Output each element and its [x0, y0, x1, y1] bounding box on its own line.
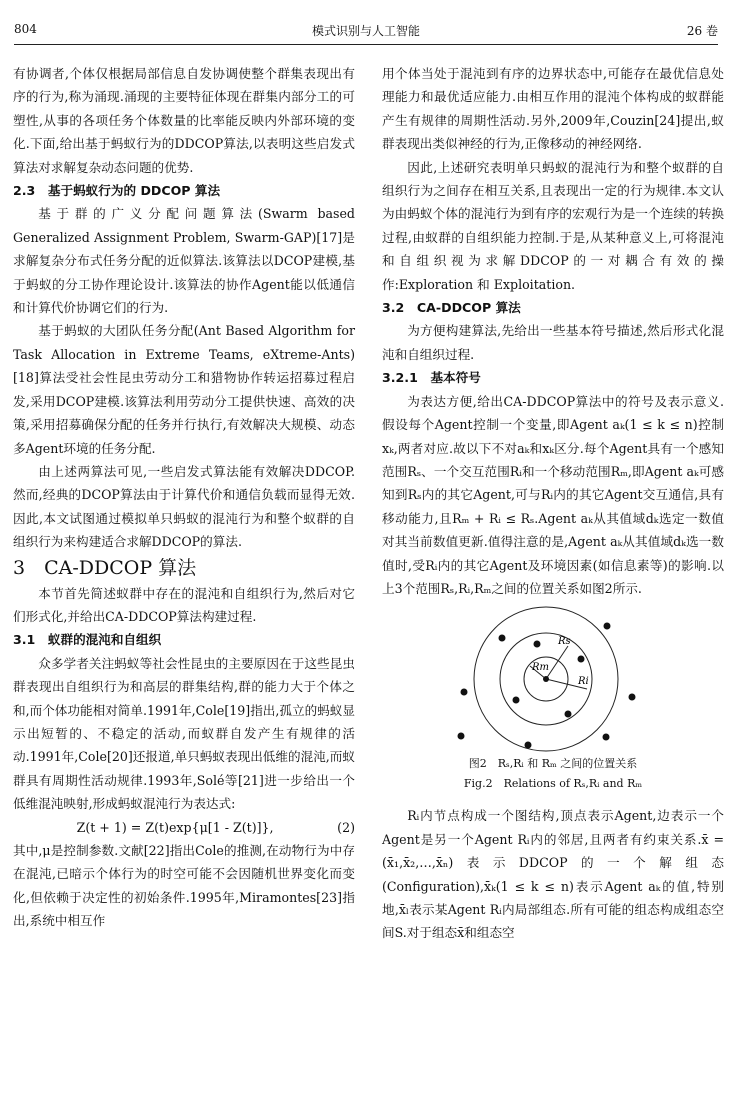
section-heading-3: 3 CA-DDCOP 算法: [13, 556, 197, 579]
rs-label: Rs: [558, 636, 571, 648]
paragraph: 基于群的广义分配问题算法(Swarm based Generalized Assignment Problem, Swarm-GAP)[17]是求解复杂分布式任务分配的近似算法.该算法以DCOP建模,基于蚂蚁的分工协作理论设计.该算法的协作Agent能以低通信和计算代价协调它们的行为.: [13, 206, 355, 316]
paragraph: 由上述两算法可见,一些启发式算法能有效解决DDCOP.然而,经典的DCOP算法由于计算代价和通信负载而显得无效.因此,本文试图通过模拟单只蚂蚁的混沌行为和整个蚁群的自组织行为来构建适合求解DDCOP的算法.: [13, 463, 355, 550]
ranges-diagram: [382, 604, 724, 754]
volume-label: 26 卷: [686, 24, 718, 38]
figure-caption-cn: 图2 Rₛ,Rᵢ 和 Rₘ 之间的位置关系: [468, 757, 638, 771]
equation-number: (2): [337, 819, 355, 835]
equation-body: Z(t + 1) = Z(t)exp{μ[1 - Z(t)]},: [76, 819, 274, 835]
equation-2: [13, 816, 355, 839]
right-column: [382, 62, 724, 945]
rs-radius-line: [546, 646, 568, 679]
agent-dot: [603, 734, 610, 741]
section-heading-3-2-1: 3.2.1 基本符号: [382, 370, 481, 386]
paragraph: 基于蚂蚁的大团队任务分配(Ant Based Algorithm for Task Allocation in Extreme Teams, eXtreme-Ants)[18]算法受社会性昆虫劳动分工和猎物协作转运招募过程启发,采用DCOP建模.该算法利用劳动分工提供快速、高效的决策,采用招募确保分配的任务并行执行,有效解决大规模、动态多Agent环境的任务分配.: [13, 323, 355, 456]
agent-dot: [461, 689, 468, 696]
agent-dot: [565, 711, 572, 718]
section-heading-3-1: 3.1 蚁群的混沌和自组织: [13, 632, 162, 648]
paragraph: 为方便构建算法,先给出一些基本符号描述,然后形式化混沌和自组织过程.: [382, 323, 724, 362]
page-number: 804: [14, 22, 37, 36]
paragraph: 为表达方便,给出CA-DDCOP算法中的符号及表示意义.假设每个Agent控制一个变量,即Agent aₖ(1 ≤ k ≤ n)控制xₖ,两者对应.故以下不对aₖ和xₖ区分.每个Agent具有一个感知范围Rₛ、一个交互范围Rᵢ和一个移动范围Rₘ,即Agent aₖ可感知到Rₛ内的其它Agent,可与Rᵢ内的其它Agent交互通信,具有移动能力,且Rₘ + Rᵢ ≤ Rₛ.Agent aₖ从其值域dₖ选定一数值对其当前数值更新.值得注意的是,Agent aₖ从其值域dₖ选一数值时,受Rᵢ内的其它Agent及环境因素(如信息素等)的影响.以上3个范围Rₛ,Rᵢ,Rₘ之间的位置关系如图2所示.: [382, 393, 724, 596]
running-header: [14, 22, 718, 40]
figure-caption-en: Fig.2 Relations of Rₛ,Rᵢ and Rₘ: [463, 777, 643, 791]
rm-label: Rm: [532, 662, 550, 674]
paragraph: Rᵢ内节点构成一个图结构,顶点表示Agent,边表示一个Agent是另一个Agent Rᵢ内的邻居,且两者有约束关系.x̄ = (x̄₁,x̄₂,…,x̄ₙ)表示DDCOP的一个解组态(Configuration),x̄ₖ(1 ≤ k ≤ n)表示Agent aₖ的值,特别地,x̄ₗ表示某Agent Rᵢ内局部组态.所有可能的组态构成组态空间S.对于组态x̄和组态空: [382, 808, 724, 941]
agent-dot: [499, 635, 506, 642]
header-rule: [14, 44, 718, 45]
agent-dot: [604, 623, 611, 630]
agent-dot: [534, 641, 541, 648]
agent-dot: [578, 656, 585, 663]
figure-2: [382, 604, 724, 754]
journal-title: 模式识别与人工智能: [311, 24, 420, 38]
ri-label: Ri: [578, 676, 589, 688]
paragraph: 其中,μ是控制参数.文献[22]指出Cole的推测,在动物行为中存在混沌,已暗示个体行为的时空可能不会因随机世界变化而变化,但依赖于决定性的初始条件.1995年,Miramontes[23]指出,系统中相互作: [13, 843, 355, 929]
agent-dot-center: [543, 676, 549, 682]
left-column: [13, 62, 355, 933]
paragraph: 用个体当处于混沌到有序的边界状态中,可能存在最优信息处理能力和最优适应能力.由相互作用的混沌个体构成的蚁群能产生有规律的周期性活动.另外,2009年,Couzin[24]提出,蚁群表现出类似神经的行为,正像移动的神经网络.: [382, 66, 724, 152]
agent-dot: [458, 733, 465, 740]
agent-dot: [513, 697, 520, 704]
paragraph: 众多学者关注蚂蚁等社会性昆虫的主要原因在于这些昆虫群表现出自组织行为和高层的群集结构,群的能力大于个体之和,而个体功能相对简单.1991年,Cole[19]指出,孤立的蚂蚁显示出短暂的、不稳定的活动,而蚁群自发产生有规律的活动.1991年,Cole[20]还报道,单只蚂蚁表现出低维的混沌,而蚁群具有周期性活动规律.1993年,Solé等[21]进一步给出一个低维混沌映射,形成蚂蚁混沌行为表达式:: [13, 655, 355, 812]
section-heading-3-2: 3.2 CA-DDCOP 算法: [382, 300, 521, 316]
paragraph: 有协调者,个体仅根据局部信息自发协调使整个群集表现出有序的行为,称为涌现.涌现的主要特征体现在群集内部分工的可塑性,从事的各项任务个体数量的比率能反映内外部环境的变化.下面,给出基于蚂蚁行为的DDCOP算法,以表明这些启发式算法对求解复杂动态问题的优势.: [13, 66, 355, 175]
section-heading-2-3: 2.3 基于蚂蚁行为的 DDCOP 算法: [13, 183, 221, 199]
paragraph: 本节首先简述蚁群中存在的混沌和自组织行为,然后对它们形式化,并给出CA-DDCOP算法构建过程.: [13, 585, 355, 624]
paragraph: 因此,上述研究表明单只蚂蚁的混沌行为和整个蚁群的自组织行为之间存在相互关系,且表现出一定的行为规律.本文认为由蚂蚁个体的混沌行为到有序的宏观行为是一个连续的转换过程,由蚁群的自组织能力控制.于是,从某种意义上,可将混沌和自组织视为求解DDCOP的一对耦合有效的操作:Exploration 和 Exploitation.: [382, 159, 724, 292]
agent-dot: [629, 694, 636, 701]
agent-dot: [525, 742, 532, 749]
